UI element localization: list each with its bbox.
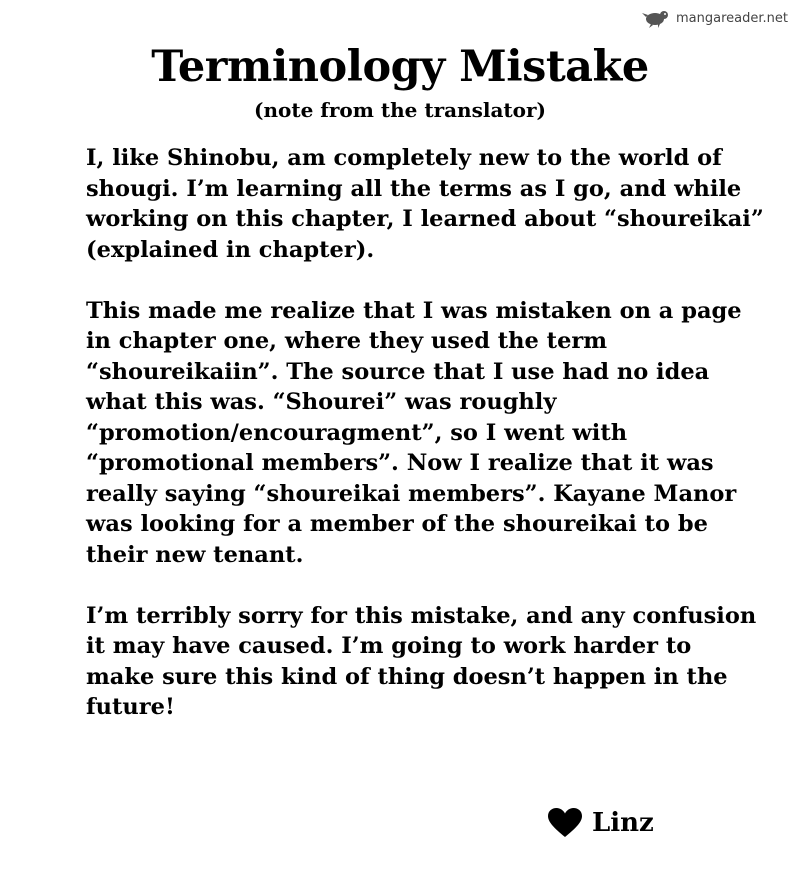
paragraph-1: I, like Shinobu, am completely new to the world of shougi. I’m learning all the terms as I go, and while working on this chapter, I learned about “shoureikai” (explained in chapter). [86,145,764,263]
note-body [86,143,766,723]
signature [548,808,654,838]
paragraph-3: I’m terribly sorry for this mistake, and any confusion it may have caused. I’m going to work harder to make sure this kind of thing doesn’t happen in the future! [86,602,757,720]
page-title: Terminology Mistake [151,42,649,92]
heart-icon [548,808,582,838]
mangareader-logo-icon [642,8,672,28]
watermark [642,8,788,28]
signature-name: Linz [592,808,654,838]
page-subtitle: (note from the translator) [253,98,546,122]
paragraph-2: This made me realize that I was mistaken on a page in chapter one, where they used the term “shoureikaiin”. The source that I use had no idea what this was. “Shourei” was roughly “promotion/encouragment”, so I went with “promotional members”. Now I realize that it was really saying “shoureikai members”. Kayane Manor was looking for a member of the shoureikai to be their new tenant. [86,297,742,568]
watermark-text: mangareader.net [676,10,788,26]
